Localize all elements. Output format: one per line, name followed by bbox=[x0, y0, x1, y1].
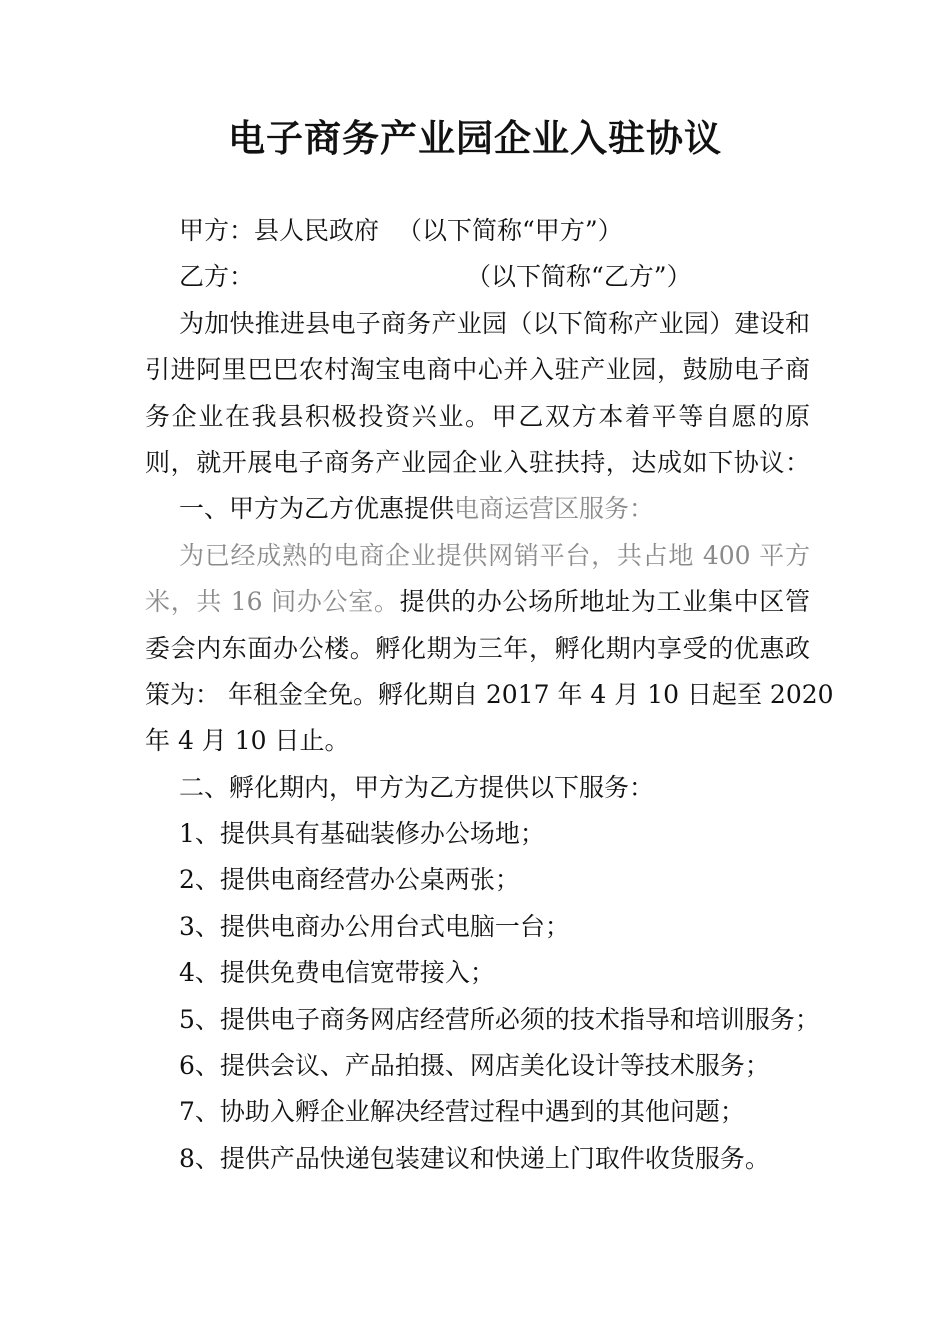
section-1-heading bbox=[145, 486, 810, 532]
service-item: 5、提供电子商务网店经营所必须的技术指导和培训服务； bbox=[179, 1004, 820, 1034]
section-1-line: 年 4 月 10 日止。 bbox=[145, 726, 350, 756]
service-item: 6、提供会议、产品拍摄、网店美化设计等技术服务； bbox=[179, 1051, 770, 1081]
section-1-heading-highlight: 电商运营区服务： bbox=[454, 494, 655, 524]
document-title: 电子商务产业园企业入驻协议 bbox=[228, 116, 722, 160]
intro-line: 务企业在我县积极投资兴业。甲乙双方本着平等自愿的原 bbox=[145, 401, 810, 431]
document-body bbox=[145, 208, 834, 1182]
section-1-line bbox=[145, 579, 810, 625]
section-2-heading: 二、孵化期内，甲方为乙方提供以下服务： bbox=[179, 772, 655, 802]
party-a-label: 甲方： bbox=[179, 216, 255, 245]
party-b-line bbox=[145, 254, 810, 300]
section-1-line-rest: 提供的办公场所地址为工业集中区管 bbox=[399, 587, 810, 617]
party-a-line bbox=[145, 208, 810, 254]
party-b-label: 乙方： bbox=[179, 262, 255, 292]
intro-line: 引进阿里巴巴农村淘宝电商中心并入驻产业园，鼓励电子商 bbox=[145, 355, 810, 385]
intro-line: 则，就开展电子商务产业园企业入驻扶持，达成如下协议： bbox=[145, 447, 810, 477]
intro-line: 为加快推进县电子商务产业园（以下简称产业园）建设和 bbox=[179, 308, 810, 338]
section-1-heading-prefix: 一、甲方为乙方优惠提供 bbox=[179, 494, 455, 524]
section-1-line: 策为： 年租金全免。孵化期自 2017 年 4 月 10 日起至 2020 bbox=[145, 679, 834, 709]
section-1-line: 为已经成熟的电商企业提供网销平台，共占地 400 平方 bbox=[179, 540, 810, 570]
party-a-name: 县人民政府 bbox=[254, 216, 380, 245]
section-1-line: 委会内东面办公楼。孵化期为三年，孵化期内享受的优惠政 bbox=[145, 633, 810, 663]
service-item: 2、提供电商经营办公桌两张； bbox=[179, 865, 520, 895]
section-1-line-gray: 米，共 16 间办公室。 bbox=[145, 587, 400, 617]
service-item: 1、提供具有基础装修办公场地； bbox=[179, 819, 545, 849]
party-a-alias: （以下简称“甲方”） bbox=[397, 216, 623, 245]
party-b-alias: （以下简称“乙方”） bbox=[466, 262, 692, 292]
service-item: 4、提供免费电信宽带接入； bbox=[179, 958, 495, 988]
service-item: 8、提供产品快递包装建议和快递上门取件收货服务。 bbox=[179, 1143, 770, 1173]
service-item: 3、提供电商办公用台式电脑一台； bbox=[179, 911, 570, 941]
service-item: 7、协助入孵企业解决经营过程中遇到的其他问题； bbox=[179, 1097, 745, 1127]
